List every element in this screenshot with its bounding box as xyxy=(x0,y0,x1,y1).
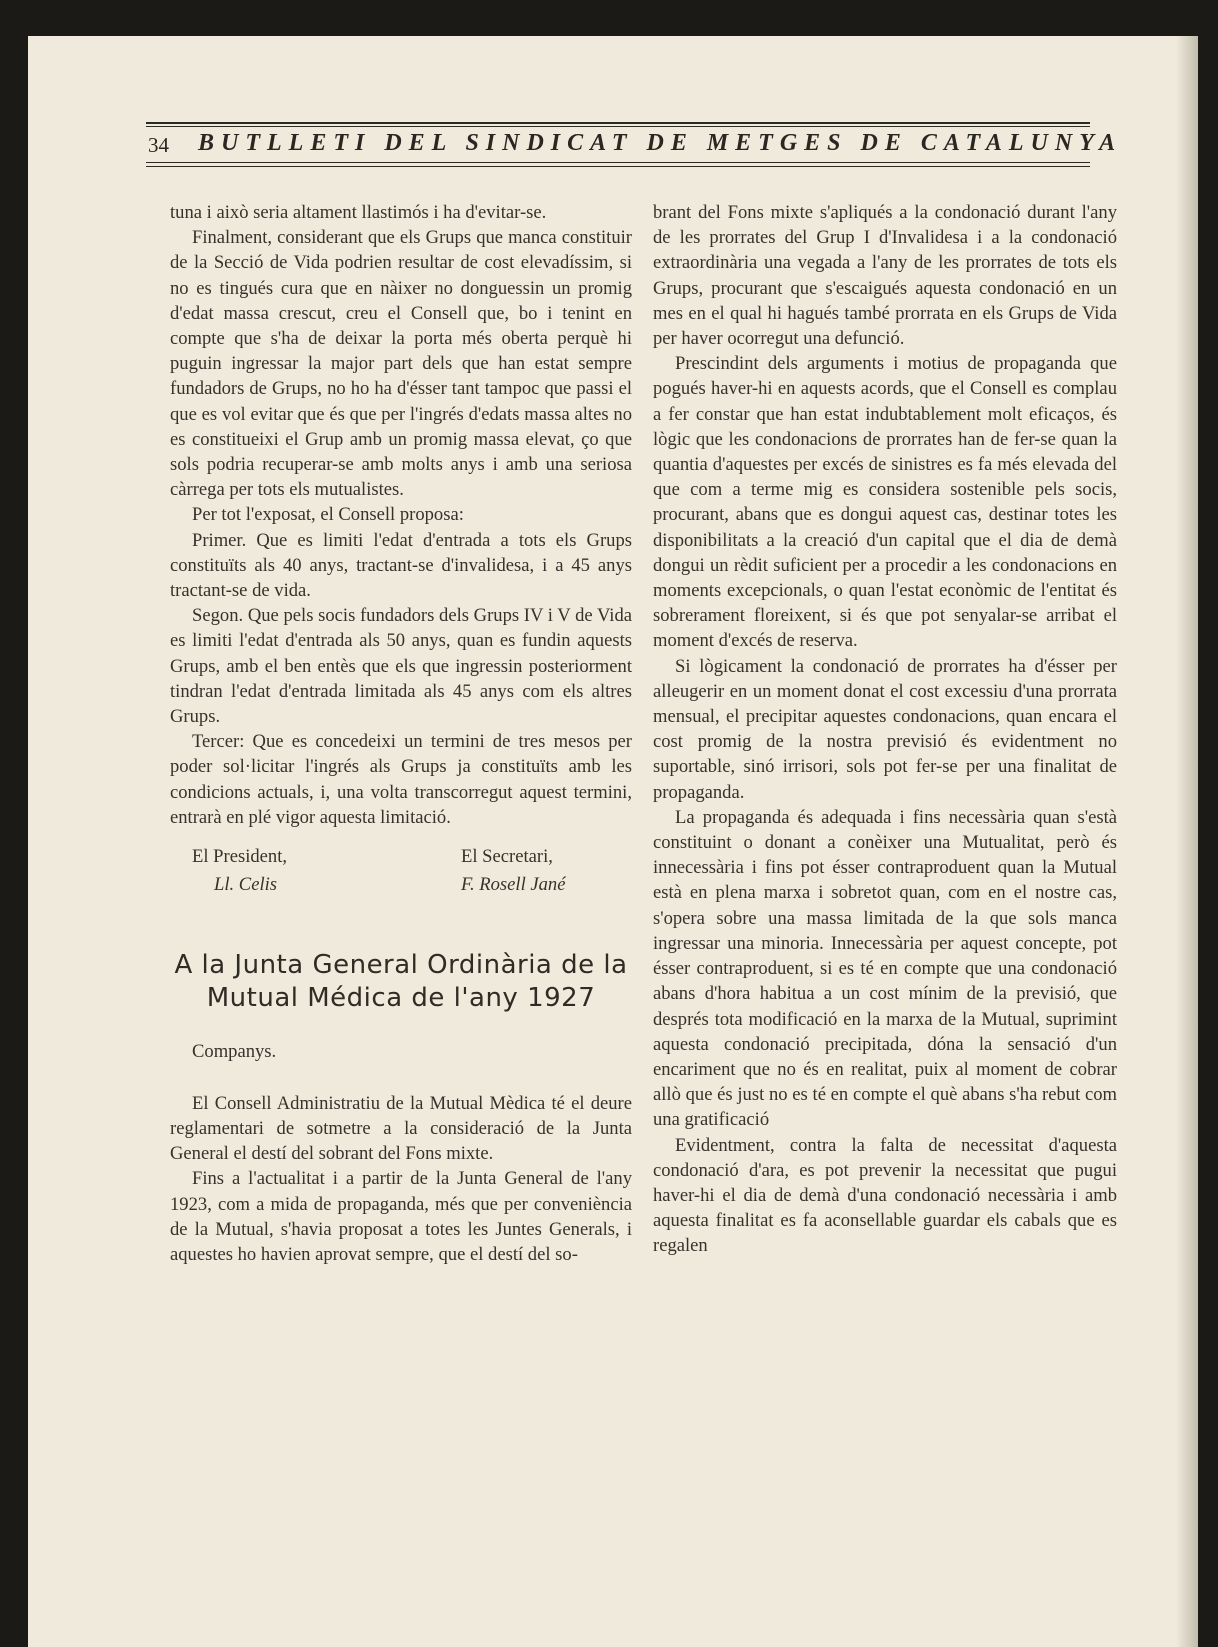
section-heading: A la Junta General Ordinària de la Mutual Médica de l'any 1927 xyxy=(174,950,628,1014)
signature-name: Ll. Celis xyxy=(214,874,278,896)
paragraph: Fins a l'actualitat i a partir de la Junta General de l'any 1923, com a mida de propaganda, més que per conveniència de la Mutual, s'havia proposat a totes les Juntes Generals, i aquestes ho havien aprovat sempre, que el destí del so- xyxy=(170,1168,632,1265)
paragraph: Per tot l'exposat, el Consell proposa: xyxy=(192,504,464,526)
paragraph: Finalment, considerant que els Grups que manca constituir de la Secció de Vida podrien resultar de cost elevadíssim, si no es tingués cura que en nàixer no donguessin un promig d'edat massa crescut, creu el Consell que, bo i tenint en compte que s'ha de deixar la porta més oberta perquè hi puguin ingressar la major part dels que han estat sempre fundadors de Grups, no ho ha d'ésser tant tampoc que passi el que es vol evitar que és que per l'ingrés d'edats massa altes no es constitueixi el Grup amb un promig massa elevat, ço que sols podria recuperar-se amb molts anys i amb una seriosa càrrega per tots els mutualistes. xyxy=(170,227,632,501)
page-header xyxy=(146,86,1123,166)
right-column xyxy=(653,200,1117,1259)
paragraph: Primer. Que es limiti l'edat d'entrada a tots els Grups constituïts als 40 anys, tractant-se d'invalidesa, i a 45 anys tractant-se de vida. xyxy=(170,529,632,602)
signature-role: El President, xyxy=(192,846,288,868)
paragraph: Prescindint dels arguments i motius de propaganda que pogués haver-hi en aquests acords, que el Consell es complau a fer constar que han estat indubtablement molt eficaços, és lògic que les condonacions de prorrates han de fer-se quan la quantia d'aquestes per excés de sinistres es fa més elevada del que com a terme mig es considera sostenible pels socis, procurant, abans que es dongui aquest cas, destinar totes les disponibilitats a la creació d'un capital que el dia de demà dongui un rèdit suficient per a procedir a les condonacions en moments excepcionals, o quan l'estat econòmic de l'entitat és sobrerament floreixent, si és que pot senyalar-se arribat el moment d'excés de reserva. xyxy=(653,353,1117,652)
signature-name: F. Rosell Jané xyxy=(461,874,566,896)
signature-role: El Secretari, xyxy=(461,846,553,868)
header-rule-bottom-thin xyxy=(146,162,1090,163)
paragraph: El Consell Administratiu de la Mutual Mèdica té el deure reglamentari de sotmetre a la consideració de la Junta General el destí del sobrant del Fons mixte. xyxy=(170,1092,632,1165)
header-rule-top xyxy=(146,122,1090,124)
paragraph: Tercer: Que es concedeixi un termini de tres mesos per poder sol·licitar l'ingrés als Grups ja constituïts amb les condicions actuals, i, una volta transcorregut aquest termini, entrarà en plé vigor aquesta limitació. xyxy=(170,731,632,828)
paragraph: brant del Fons mixte s'apliqués a la condonació durant l'any de les prorrates del Grup I d'Invalidesa i a la condonació extraordinària una vegada a l'any de les prorrates de tots els Grups, procurant que s'escaigués aquesta condonació en un mes en el qual hi hagués també prorrata en els Grups de Vida per haver ocorregut una defunció. xyxy=(653,202,1117,350)
signature-secretary xyxy=(401,844,632,897)
paragraph: tuna i això seria altament llastimós i ha d'evitar-se. xyxy=(170,202,547,223)
left-column xyxy=(170,200,632,1267)
salutation: Companys. xyxy=(192,1041,277,1063)
signatures xyxy=(170,844,632,897)
page-number: 34 xyxy=(148,133,169,157)
header-rule-top-thin xyxy=(146,126,1090,127)
paragraph: Evidentment, contra la falta de necessitat d'aquesta condonació d'ara, es pot prevenir la necessitat que pugui haver-hi el dia de demà d'una condonació necessària i amb aquesta finalitat es fa aconsellable guardar els cabals que es regalen xyxy=(653,1134,1117,1257)
journal-title: BUTLLETI DEL SINDICAT DE METGES DE CATALUNYA xyxy=(198,130,1123,156)
header-rule-bottom xyxy=(146,166,1090,167)
paragraph: Si lògicament la condonació de prorrates ha d'ésser per alleugerir en un moment donat el cost excessiu d'una prorrata mensual, el precipitar aquestes condonacions, quan encara el cost promig de la nostra previsió és evidentment no suportable, sinó irrisori, sols pot fer-se per una finalitat de propaganda. xyxy=(653,655,1117,803)
paragraph: Segon. Que pels socis fundadors dels Grups IV i V de Vida es limiti l'edat d'entrada als 50 anys, quan es fundin aquests Grups, amb el ben entès que els que ingressin posteriorment tindran l'edat d'entrada limitada als 45 anys com els altres Grups. xyxy=(170,605,632,728)
signature-president xyxy=(170,844,401,897)
paragraph: La propaganda és adequada i fins necessària quan s'està constituint o donant a conèixer una Mutualitat, però és innecessària i fins pot ésser contraproduent quan la Mutual està en plena marxa i sobretot quan, com en el nostre cas, s'opera sobre una massa limitada de la que sols manca ingressar una minoria. Innecessària per aquest concepte, pot ésser contraproduent, si es té en compte que una condonació abans d'hora habitua a un cost mínim de la previsió, que després tota modificació en la marxa de la Mutual, suprimint aquesta condonació precipitada, dóna la sensació d'un encariment que no és en realitat, puix al moment de cobrar allò que és just no es té en compte el què abans s'ha rebut com una gratificació xyxy=(653,806,1117,1131)
